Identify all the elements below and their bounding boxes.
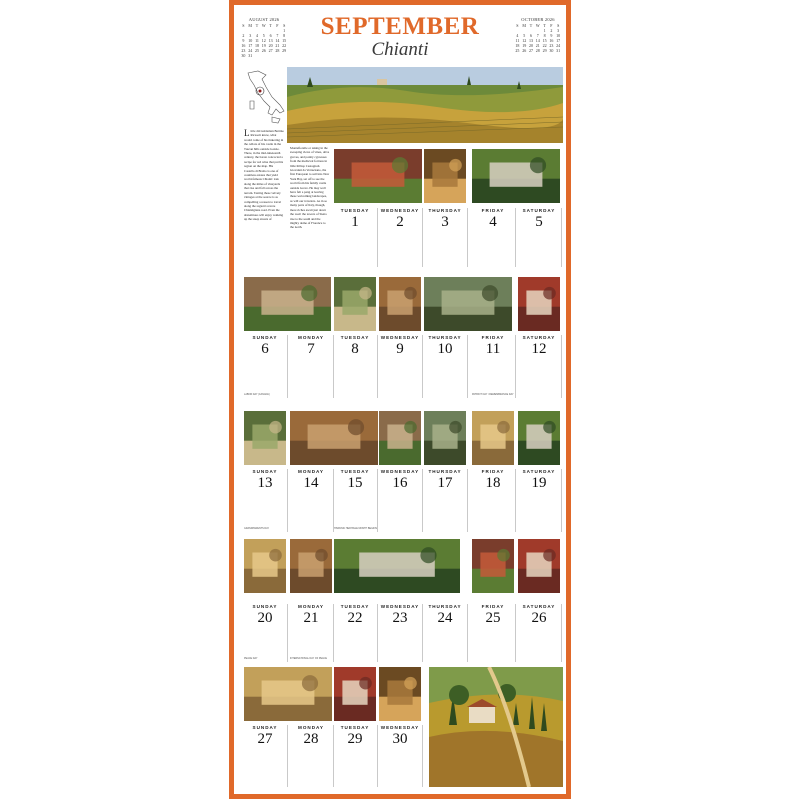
day-number: 16 bbox=[392, 475, 408, 491]
wine-cellar-photo bbox=[290, 411, 378, 465]
mini-day: 28 bbox=[275, 48, 280, 53]
mini-day: 21 bbox=[535, 43, 540, 48]
day-number: 15 bbox=[347, 475, 363, 491]
weekday-label: WEDNESDAY bbox=[380, 725, 420, 730]
mini-day: 5 bbox=[262, 33, 265, 38]
day-number: 13 bbox=[257, 475, 273, 491]
weekday-label: THURSDAY bbox=[428, 208, 462, 213]
day-divider bbox=[287, 725, 288, 787]
mini-calendar-title: AUGUST 2026 bbox=[248, 17, 280, 22]
weekday-label: MONDAY bbox=[298, 725, 324, 730]
mini-weekday: S bbox=[557, 23, 560, 28]
mini-day: 4 bbox=[255, 33, 258, 38]
mini-day: 3 bbox=[249, 33, 252, 38]
day-number: 27 bbox=[257, 731, 273, 747]
mini-weekday: M bbox=[248, 23, 252, 28]
day-cell-4[interactable] bbox=[472, 208, 514, 230]
spice-mix-photo bbox=[334, 667, 376, 721]
mini-day: 19 bbox=[261, 43, 266, 48]
holiday-note: GRANDPARENTS DAY bbox=[244, 527, 270, 530]
mini-day: 27 bbox=[268, 48, 273, 53]
calendar-page bbox=[229, 0, 571, 799]
day-divider bbox=[422, 335, 423, 398]
day-number: 5 bbox=[535, 214, 543, 230]
mini-day: 18 bbox=[254, 43, 259, 48]
day-cell-22[interactable] bbox=[334, 604, 376, 626]
weekday-label: MONDAY bbox=[298, 604, 324, 609]
mini-day: 7 bbox=[276, 33, 279, 38]
garden-path-photo bbox=[244, 411, 286, 465]
story-column-1 bbox=[244, 129, 284, 222]
day-cell-20[interactable] bbox=[244, 604, 286, 626]
mini-day: 5 bbox=[523, 33, 526, 38]
weekday-label: SUNDAY bbox=[252, 604, 278, 609]
mini-day: 19 bbox=[522, 43, 527, 48]
mini-day bbox=[274, 53, 281, 58]
weekday-label: WEDNESDAY bbox=[380, 335, 420, 340]
day-divider bbox=[287, 604, 288, 662]
weekday-label: FRIDAY bbox=[481, 469, 505, 474]
modern-winery-photo bbox=[379, 667, 421, 721]
day-divider bbox=[515, 335, 516, 398]
weekday-label: SUNDAY bbox=[252, 725, 278, 730]
villa-entrance-photo bbox=[244, 667, 332, 721]
chianti-sign-photo bbox=[518, 539, 560, 593]
village-doorway-photo bbox=[424, 277, 512, 331]
day-cell-15[interactable] bbox=[334, 469, 376, 491]
garden-archway-photo bbox=[379, 277, 421, 331]
weekday-label: FRIDAY bbox=[481, 604, 505, 609]
mini-day bbox=[281, 53, 288, 58]
day-number: 8 bbox=[351, 341, 359, 357]
bruschetta-photo bbox=[518, 277, 560, 331]
mini-weekday: T bbox=[269, 23, 272, 28]
mini-day: 25 bbox=[254, 48, 259, 53]
day-cell-27[interactable] bbox=[244, 725, 286, 747]
day-cell-1[interactable] bbox=[334, 208, 376, 230]
cypress-avenue-photo bbox=[334, 539, 460, 593]
castle-brolio-photo bbox=[244, 277, 331, 331]
weekday-label: WEDNESDAY bbox=[380, 469, 420, 474]
mini-day: 15 bbox=[282, 38, 287, 43]
day-number: 23 bbox=[392, 610, 408, 626]
holiday-note: INTERNATIONAL DAY OF PEACE bbox=[290, 657, 327, 660]
story-drop-cap: L bbox=[244, 128, 250, 138]
day-divider bbox=[467, 469, 468, 532]
story-text-2: Montefioralle or taking in the sweeping views of vines, olive groves, and pointy cypresses from the medieval fortress in little hilltop Castagnoli. Giovanni da Verrazzano, the first European to sail into New York Bay, set off to see the world from his family castle outside Greve. He may well have felt a pang at leaving these welcoming landscapes, as will our travelers. As in so many parts of Italy, though, more riches await just down the road: the towers of Siena rise to the south and the mighty dome of Florence to the north. bbox=[290, 146, 330, 230]
weekday-label: WEDNESDAY bbox=[380, 604, 420, 609]
day-number: 20 bbox=[257, 610, 273, 626]
day-number: 21 bbox=[303, 610, 319, 626]
mini-day: 20 bbox=[268, 43, 273, 48]
mini-weekday: T bbox=[529, 23, 533, 28]
month-title: SEPTEMBER bbox=[320, 13, 480, 40]
mini-day: 21 bbox=[275, 43, 280, 48]
mini-day: 3 bbox=[557, 28, 560, 33]
day-number: 3 bbox=[441, 214, 449, 230]
weekday-label: FRIDAY bbox=[481, 208, 505, 213]
mini-day: 8 bbox=[283, 33, 286, 38]
day-cell-8[interactable] bbox=[334, 335, 376, 357]
mini-day: 20 bbox=[528, 43, 533, 48]
day-divider bbox=[561, 469, 562, 532]
day-cell-13[interactable] bbox=[244, 469, 286, 491]
vintage-car-photo bbox=[244, 539, 286, 593]
wine-barrels-photo bbox=[424, 149, 466, 203]
day-number: 2 bbox=[396, 214, 404, 230]
mini-day: 13 bbox=[268, 38, 273, 43]
day-number: 30 bbox=[392, 731, 408, 747]
mini-weekday: S bbox=[516, 23, 519, 28]
weekday-label: TUESDAY bbox=[340, 725, 370, 730]
day-cell-24[interactable] bbox=[424, 604, 466, 626]
day-cell-12[interactable] bbox=[518, 335, 560, 357]
mini-day: 15 bbox=[542, 38, 547, 43]
mini-day: 31 bbox=[248, 53, 253, 58]
day-number: 17 bbox=[437, 475, 453, 491]
day-number: 24 bbox=[437, 610, 453, 626]
mini-day: 18 bbox=[515, 43, 520, 48]
mini-day: 24 bbox=[556, 43, 561, 48]
mini-calendar-prev bbox=[240, 17, 288, 58]
mini-day: 7 bbox=[536, 33, 539, 38]
day-divider bbox=[377, 335, 378, 398]
day-divider bbox=[377, 469, 378, 532]
day-divider bbox=[287, 335, 288, 398]
holiday-note: PEACE DAY bbox=[244, 657, 258, 660]
weekday-label: SUNDAY bbox=[252, 469, 278, 474]
day-number: 6 bbox=[261, 341, 269, 357]
day-cell-26[interactable] bbox=[518, 604, 560, 626]
weekday-label: MONDAY bbox=[298, 469, 324, 474]
terracotta-face-photo bbox=[472, 411, 514, 465]
day-cell-2[interactable] bbox=[379, 208, 421, 230]
mini-day: 25 bbox=[515, 48, 520, 53]
day-cell-3[interactable] bbox=[424, 208, 466, 230]
mini-day: 16 bbox=[241, 43, 246, 48]
mini-weekday: M bbox=[522, 23, 526, 28]
mini-day: 27 bbox=[528, 48, 533, 53]
mini-day bbox=[260, 53, 267, 58]
mini-weekday: F bbox=[276, 23, 279, 28]
mini-day: 10 bbox=[248, 38, 253, 43]
mini-weekday: T bbox=[543, 23, 546, 28]
weekday-label: SATURDAY bbox=[522, 335, 556, 340]
cafe-terrace-photo bbox=[472, 539, 514, 593]
vineyard-rows-photo bbox=[424, 411, 466, 465]
mini-day: 31 bbox=[556, 48, 561, 53]
mini-day bbox=[254, 53, 261, 58]
weekday-label: SATURDAY bbox=[522, 604, 556, 609]
day-divider bbox=[377, 208, 378, 267]
day-number: 10 bbox=[437, 341, 453, 357]
mini-weekday: S bbox=[283, 23, 286, 28]
day-divider bbox=[515, 604, 516, 662]
mini-day: 16 bbox=[549, 38, 554, 43]
tuscan-villa-photo bbox=[429, 667, 563, 787]
day-cell-21[interactable] bbox=[290, 604, 332, 626]
day-cell-14[interactable] bbox=[290, 469, 332, 491]
weekday-label: TUESDAY bbox=[340, 335, 370, 340]
mini-day: 9 bbox=[550, 33, 553, 38]
weekday-label: TUESDAY bbox=[340, 208, 370, 213]
weekday-label: TUESDAY bbox=[340, 604, 370, 609]
mini-weekday: W bbox=[261, 23, 266, 28]
mini-day: 26 bbox=[522, 48, 527, 53]
weekday-label: THURSDAY bbox=[428, 469, 462, 474]
day-divider bbox=[422, 208, 423, 267]
mini-day: 22 bbox=[542, 43, 547, 48]
day-number: 12 bbox=[531, 341, 547, 357]
mini-day: 12 bbox=[522, 38, 527, 43]
day-cell-23[interactable] bbox=[379, 604, 421, 626]
day-divider bbox=[467, 208, 468, 267]
day-divider bbox=[515, 208, 516, 267]
story-column-2 bbox=[290, 146, 330, 230]
mini-day: 24 bbox=[248, 48, 253, 53]
vine-covered-house-photo bbox=[334, 149, 422, 203]
weekday-label: SATURDAY bbox=[522, 469, 556, 474]
story-text-1: ittle did nobleman Bettino Ricasoli know, what would come of his tinkering in the cellars of his castle in the Tuscan hills outside Gaiole. There, in the mid-nineteenth century, the baron concocted a recipe for red wine that put his region on the map. His Castello di Brolio is one of countless estates that yield world-famous Chianti: trek along the miles of vineyards that rise and fall across the terrain. Tasting these velvety vintages at the source is as compelling a reason to travel along the region's revere Chiantigiana road. Even the abstemious will enjoy walking up the steep streets of bbox=[244, 129, 284, 222]
day-number: 11 bbox=[485, 341, 501, 357]
mini-day: 23 bbox=[549, 43, 554, 48]
day-number: 14 bbox=[303, 475, 319, 491]
day-cell-7[interactable] bbox=[290, 335, 332, 357]
day-cell-30[interactable] bbox=[379, 725, 421, 747]
day-divider bbox=[422, 725, 423, 787]
day-number: 7 bbox=[307, 341, 315, 357]
weekday-label: WEDNESDAY bbox=[380, 208, 420, 213]
day-divider bbox=[422, 604, 423, 662]
mini-day: 1 bbox=[283, 28, 286, 33]
day-cell-19[interactable] bbox=[518, 469, 560, 491]
mini-calendar-title: OCTOBER 2026 bbox=[521, 17, 555, 22]
day-cell-17[interactable] bbox=[424, 469, 466, 491]
day-divider bbox=[467, 604, 468, 662]
mini-day: 26 bbox=[261, 48, 266, 53]
day-number: 4 bbox=[489, 214, 497, 230]
day-divider bbox=[515, 469, 516, 532]
weekday-label: THURSDAY bbox=[428, 335, 462, 340]
mini-day: 29 bbox=[282, 48, 287, 53]
day-cell-10[interactable] bbox=[424, 335, 466, 357]
stone-lane-photo bbox=[379, 411, 421, 465]
day-number: 28 bbox=[303, 731, 319, 747]
weekday-label: FRIDAY bbox=[481, 335, 505, 340]
day-divider bbox=[287, 469, 288, 532]
weekday-label: SUNDAY bbox=[252, 335, 278, 340]
stone-fountain-photo bbox=[290, 539, 332, 593]
weekday-label: SATURDAY bbox=[522, 208, 556, 213]
mini-day: 28 bbox=[535, 48, 540, 53]
day-cell-25[interactable] bbox=[472, 604, 514, 626]
day-number: 26 bbox=[531, 610, 547, 626]
mini-day: 8 bbox=[543, 33, 546, 38]
weekday-label: TUESDAY bbox=[340, 469, 370, 474]
day-cell-9[interactable] bbox=[379, 335, 421, 357]
day-number: 19 bbox=[531, 475, 547, 491]
mini-day: 29 bbox=[542, 48, 547, 53]
day-number: 25 bbox=[485, 610, 501, 626]
mini-calendar-week bbox=[514, 48, 562, 53]
mini-day: 17 bbox=[248, 43, 253, 48]
mini-day: 9 bbox=[242, 38, 245, 43]
mini-calendar-next bbox=[514, 17, 562, 53]
day-divider bbox=[561, 604, 562, 662]
mini-day: 6 bbox=[529, 33, 532, 38]
mini-day: 6 bbox=[269, 33, 272, 38]
mini-day: 30 bbox=[241, 53, 246, 58]
day-cell-18[interactable] bbox=[472, 469, 514, 491]
artichokes-photo bbox=[334, 277, 376, 331]
mini-day bbox=[267, 53, 274, 58]
day-cell-29[interactable] bbox=[334, 725, 376, 747]
day-number: 9 bbox=[396, 341, 404, 357]
mini-day: 14 bbox=[535, 38, 540, 43]
mini-day: 4 bbox=[516, 33, 519, 38]
weekday-label: MONDAY bbox=[298, 335, 324, 340]
mini-calendar-week bbox=[240, 53, 288, 58]
day-number: 18 bbox=[485, 475, 501, 491]
holiday-note: LABOR DAY (CANADA) bbox=[244, 393, 270, 396]
mini-day: 2 bbox=[242, 33, 245, 38]
mini-weekday: T bbox=[255, 23, 259, 28]
mini-day: 23 bbox=[241, 48, 246, 53]
mini-day: 17 bbox=[556, 38, 561, 43]
mini-day: 30 bbox=[549, 48, 554, 53]
italy-map-icon bbox=[242, 67, 288, 129]
mini-day: 22 bbox=[282, 43, 287, 48]
day-cell-28[interactable] bbox=[290, 725, 332, 747]
castle-rooster-sculpture-photo bbox=[472, 149, 560, 203]
mini-day: 11 bbox=[255, 38, 259, 43]
day-number: 1 bbox=[351, 214, 359, 230]
holiday-note: PATRIOT DAY / REMEMBRANCE DAY bbox=[472, 393, 514, 396]
day-divider bbox=[561, 208, 562, 267]
mini-day: 1 bbox=[543, 28, 546, 33]
day-divider bbox=[377, 725, 378, 787]
mini-weekday: S bbox=[242, 23, 245, 28]
chianti-panorama-photo bbox=[287, 67, 563, 143]
day-cell-16[interactable] bbox=[379, 469, 421, 491]
mini-day: 10 bbox=[556, 33, 561, 38]
day-divider bbox=[422, 469, 423, 532]
holiday-note: HISPANIC HERITAGE MONTH BEGINS bbox=[334, 527, 377, 530]
region-subtitle: Chianti bbox=[371, 39, 429, 60]
day-divider bbox=[467, 335, 468, 398]
day-cell-6[interactable] bbox=[244, 335, 286, 357]
day-divider bbox=[561, 335, 562, 398]
mini-day: 2 bbox=[550, 28, 553, 33]
mini-day: 14 bbox=[275, 38, 280, 43]
day-divider bbox=[377, 604, 378, 662]
mini-weekday: W bbox=[535, 23, 540, 28]
herbs-photo bbox=[518, 411, 560, 465]
mini-day: 13 bbox=[528, 38, 533, 43]
day-number: 29 bbox=[347, 731, 363, 747]
day-cell-5[interactable] bbox=[518, 208, 560, 230]
mini-day: 12 bbox=[261, 38, 266, 43]
mini-weekday: F bbox=[550, 23, 553, 28]
day-cell-11[interactable] bbox=[472, 335, 514, 357]
weekday-label: THURSDAY bbox=[428, 604, 462, 609]
day-number: 22 bbox=[347, 610, 363, 626]
mini-day: 11 bbox=[515, 38, 520, 43]
